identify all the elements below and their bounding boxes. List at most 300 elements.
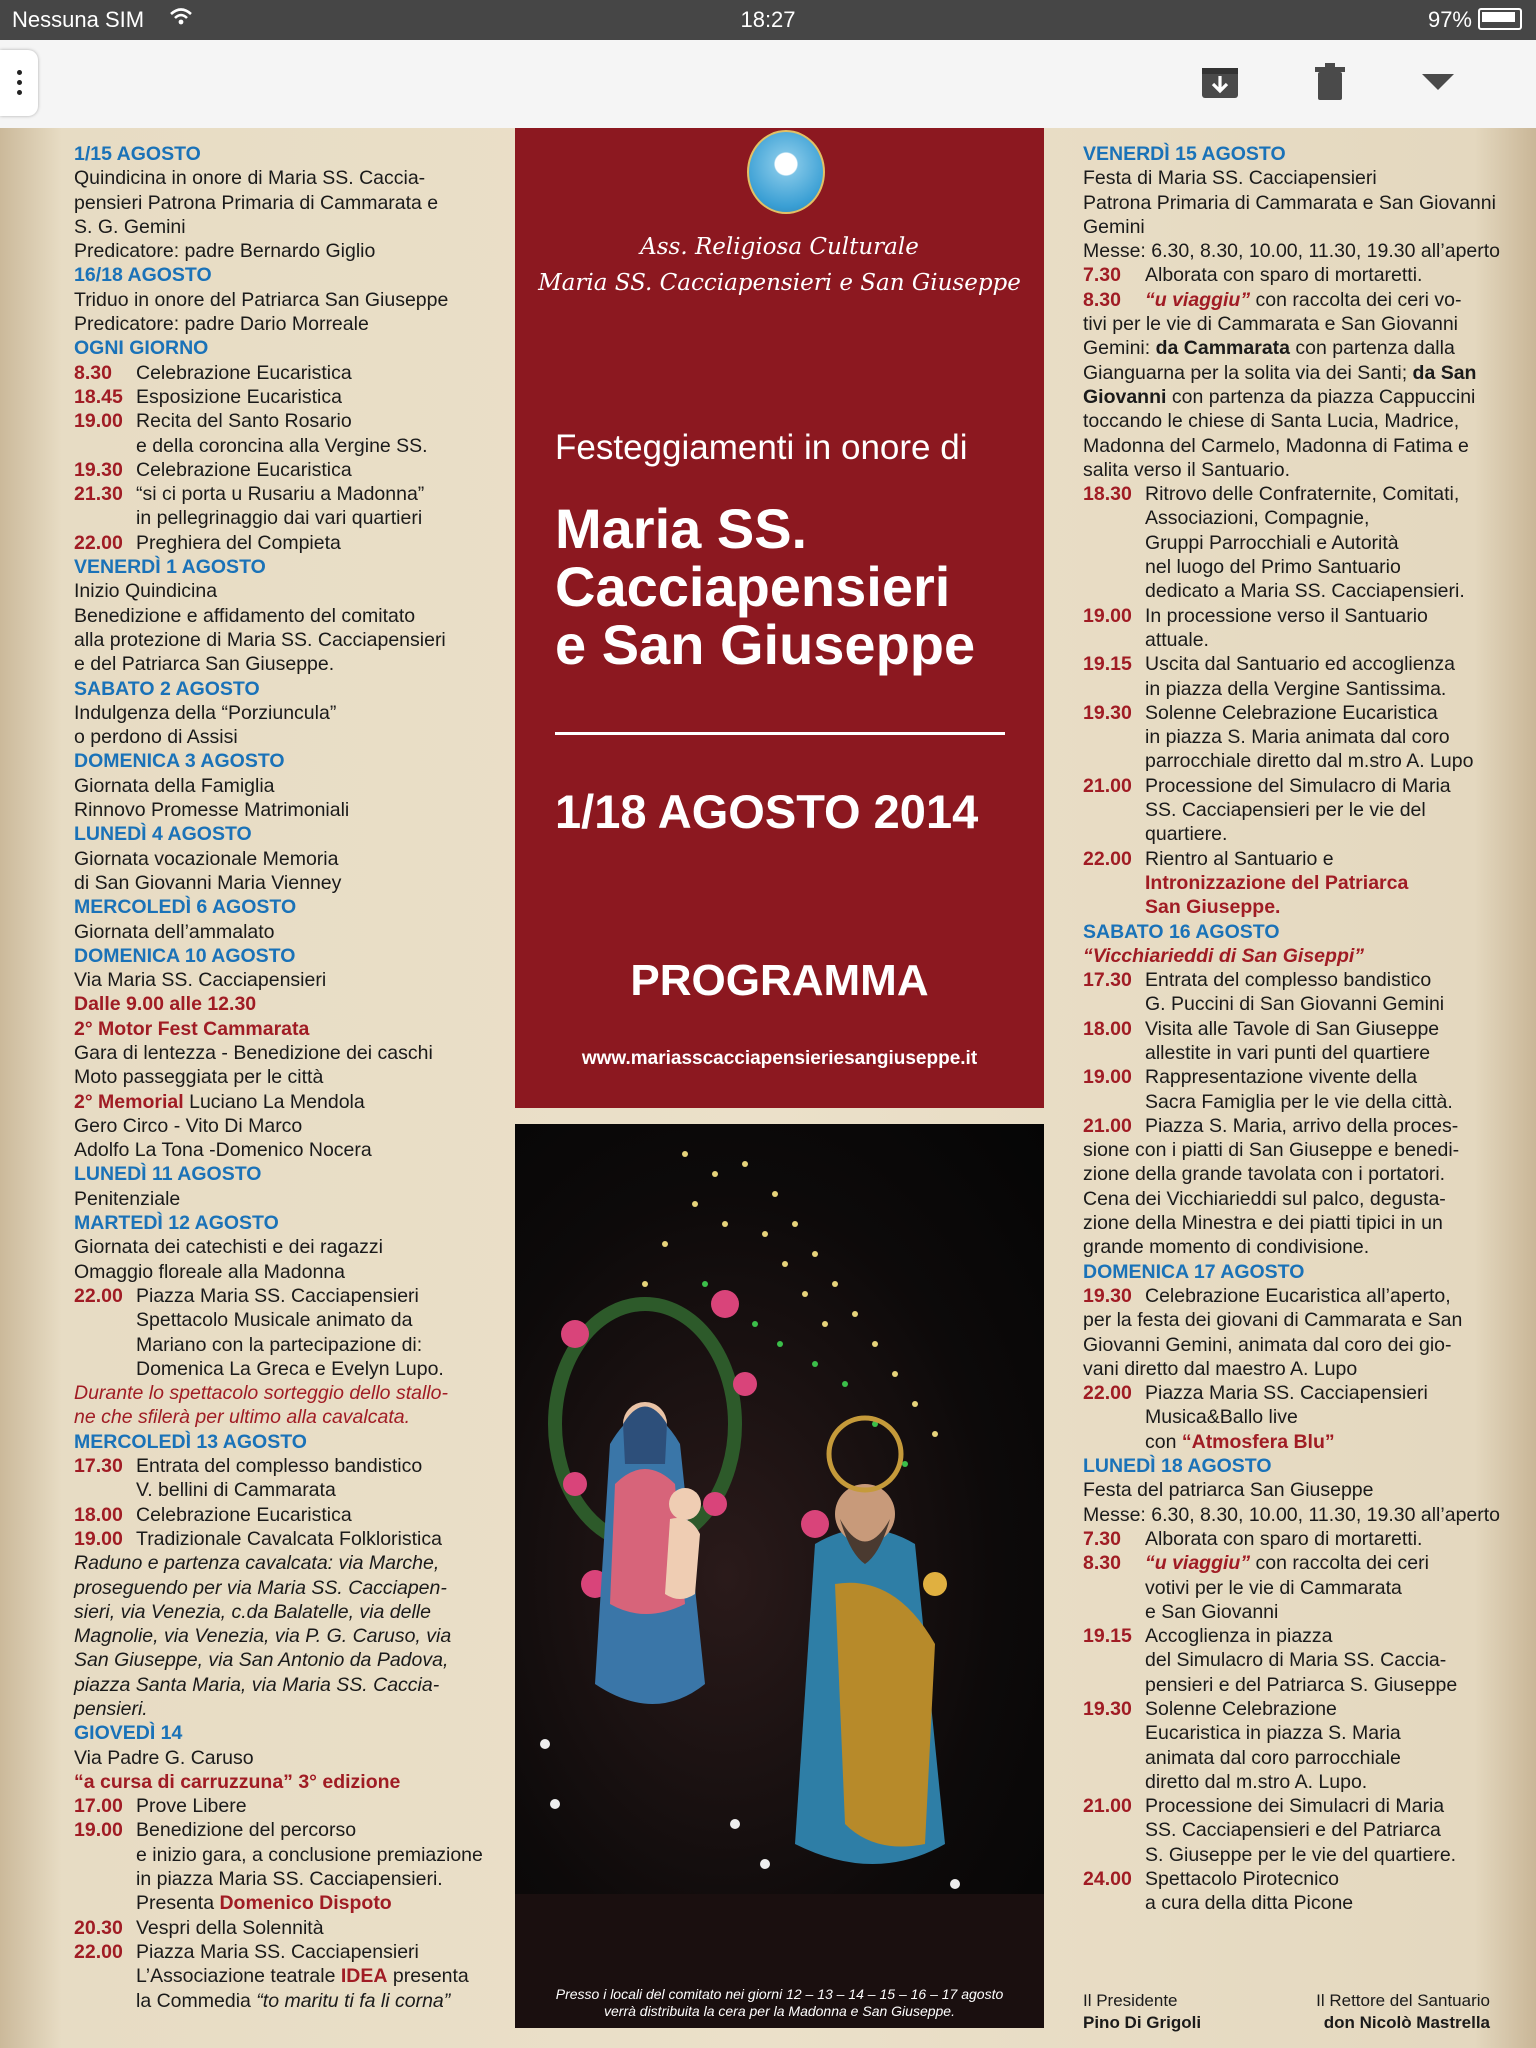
italic-line-content: Raduno e partenza cavalcata: via Marche,	[74, 1552, 440, 1575]
entry-text: Processione del Simulacro di Maria	[1145, 774, 1451, 797]
text-line	[1083, 191, 1496, 215]
continuation-text: in piazza Maria SS. Cacciapensieri.	[136, 1868, 443, 1891]
memorial-names: Luciano La Mendola	[189, 1090, 365, 1113]
day-heading-text: MERCOLEDÌ 13 AGOSTO	[74, 1430, 307, 1453]
continuation-text: e San Giovanni	[1145, 1600, 1279, 1623]
text-line	[74, 968, 484, 992]
day-heading	[74, 555, 484, 579]
day-heading	[74, 1430, 484, 1454]
entry-continuation	[1083, 1405, 1491, 1429]
text-line-content: zione della Minestra e dei piatti tipici in un	[1083, 1212, 1443, 1235]
continuation-text: SS. Cacciapensieri e del Patriarca	[1145, 1819, 1441, 1842]
continuation-text: allestite in vari punti del quartiere	[1145, 1041, 1431, 1064]
entry-text: Rappresentazione vivente della	[1145, 1066, 1418, 1089]
president-name: Pino Di Grigoli	[1083, 2013, 1202, 2032]
italic-line-content: pensieri.	[74, 1698, 148, 1720]
note-line-content: Durante lo spettacolo sorteggio dello stallo-	[74, 1382, 448, 1405]
text-line-content: Inizio Quindicina	[74, 580, 218, 603]
entry-time: 19.15	[1083, 1625, 1132, 1648]
text-line-content: toccando le chiese di Santa Lucia, Madrice,	[1083, 410, 1460, 433]
continuation-text: del Simulacro di Maria SS. Caccia-	[1145, 1649, 1447, 1672]
italic-line-content: proseguendo per via Maria SS. Cacciapen-	[74, 1576, 447, 1599]
text-line	[1083, 458, 1491, 482]
continuation-highlight: IDEA	[340, 1965, 388, 1988]
continuation-text: con	[1145, 1430, 1182, 1453]
text-line	[1083, 239, 1501, 263]
schedule-entry	[1083, 1114, 1491, 1138]
schedule-entry	[74, 409, 484, 433]
text-line-content: Gemini	[1083, 215, 1145, 238]
entry-time: 19.15	[1083, 653, 1132, 676]
day-heading-text: VENERDÌ 1 AGOSTO	[74, 556, 266, 579]
text-line	[1083, 336, 1491, 360]
carrier-label: Nessuna SIM	[12, 7, 145, 32]
entry-time: 17.30	[1083, 969, 1132, 992]
text-line-content: Indulgenza della “Porziuncula”	[74, 701, 337, 724]
text-line-content: tivi per le vie di Cammarata e San Giovanni	[1083, 313, 1459, 336]
text-line-content: e del Patriarca San Giuseppe.	[74, 653, 335, 676]
entry-continuation	[1083, 579, 1491, 603]
rector-signature	[1302, 1990, 1490, 2034]
entry-continuation	[1083, 992, 1491, 1016]
entry-time: 18.30	[1083, 483, 1132, 506]
festival-title	[555, 497, 976, 676]
text-line-content: Via Maria SS. Cacciapensieri	[74, 969, 327, 992]
continuation-text: animata dal coro parrocchiale	[1145, 1746, 1401, 1769]
entry-time: 22.00	[74, 1284, 123, 1307]
entry-time: 7.30	[1083, 1527, 1121, 1550]
schedule-entry	[1083, 1794, 1491, 1818]
day-heading	[74, 1721, 484, 1745]
entry-time: 19.30	[1083, 1698, 1132, 1720]
caption-line-2: verrà distribuita la cera per la Madonna e San Giuseppe.	[604, 2003, 955, 2019]
day-heading-text: 16/18 AGOSTO	[74, 264, 212, 287]
entry-text: Solenne Celebrazione	[1145, 1698, 1337, 1720]
text-line-content: zione della grande tavolata con i portatori.	[1083, 1163, 1446, 1186]
day-heading	[74, 1162, 484, 1186]
entry-time: 19.30	[74, 458, 123, 481]
entry-time: 19.00	[74, 1819, 123, 1842]
entry-continuation	[1083, 531, 1491, 555]
entry-text: Alborata con sparo di mortaretti.	[1145, 264, 1423, 287]
text-line-content: Benedizione e affidamento del comitato	[74, 604, 416, 627]
entry-continuation	[74, 506, 484, 530]
entry-time: 21.00	[1083, 1795, 1132, 1818]
text-line	[74, 604, 484, 628]
schedule-entry	[74, 1503, 484, 1527]
entry-continuation	[1083, 1041, 1491, 1065]
text-line	[1083, 1357, 1491, 1381]
text-line-content: Giornata dell’ammalato	[74, 920, 275, 943]
highlight-line	[74, 1017, 484, 1041]
status-bar	[0, 0, 1536, 40]
entry-continuation	[1083, 628, 1491, 652]
schedule-entry	[74, 1284, 484, 1308]
battery-percent: 97%	[1427, 7, 1472, 32]
day-heading-text: VENERDÌ 15 AGOSTO	[1083, 143, 1286, 165]
association-name-line2: Maria SS. Cacciapensieri e San Giuseppe	[538, 270, 1021, 296]
entry-continuation	[74, 1867, 484, 1891]
divider	[555, 732, 1005, 735]
entry-text: Esposizione Eucaristica	[136, 385, 342, 408]
schedule-entry	[74, 458, 484, 482]
italic-line	[74, 1600, 484, 1624]
entry-continuation	[74, 1891, 484, 1915]
entry-time: 19.00	[1083, 604, 1132, 627]
memorial-label: 2° Memorial	[74, 1090, 184, 1113]
schedule-entry	[1083, 1284, 1491, 1308]
italic-line	[74, 1551, 484, 1575]
entry-time: 8.30	[1083, 288, 1121, 311]
entry-continuation	[74, 1478, 484, 1502]
entry-time: 19.00	[74, 410, 123, 433]
schedule-entry	[1083, 288, 1491, 312]
entry-continuation	[74, 1308, 484, 1332]
festival-dates: 1/18 AGOSTO 2014	[555, 785, 979, 838]
entry-text: Processione dei Simulacri di Maria	[1145, 1795, 1445, 1818]
entry-continuation	[1083, 677, 1491, 701]
text-line-content: Festa di Maria SS. Cacciapensieri	[1083, 167, 1377, 190]
bold-part: da Cammarata	[1155, 337, 1291, 360]
day-heading-text: LUNEDÌ 4 AGOSTO	[74, 823, 252, 846]
text-line	[74, 725, 484, 749]
right-program-column	[1083, 142, 1501, 1916]
text-line	[74, 847, 484, 871]
day-heading-text: SABATO 16 AGOSTO	[1083, 920, 1280, 943]
entry-time: 19.00	[1083, 1066, 1132, 1089]
entry-text: Piazza S. Maria, arrivo della proces-	[1145, 1114, 1459, 1137]
text-line-content: salita verso il Santuario.	[1083, 458, 1291, 481]
italic-line	[74, 1648, 484, 1672]
entry-text: Celebrazione Eucaristica all’aperto,	[1145, 1284, 1451, 1307]
day-heading-text: LUNEDÌ 18 AGOSTO	[1083, 1455, 1272, 1478]
continuation-highlight: “Atmosfera Blu”	[1181, 1430, 1335, 1453]
text-line-content: sione con i piatti di San Giuseppe e benedi-	[1083, 1139, 1460, 1162]
viewer-toolbar	[0, 40, 1536, 129]
entry-continuation	[1083, 1430, 1491, 1454]
entry-text: Entrata del complesso bandistico	[1145, 969, 1432, 992]
entry-continuation	[1083, 725, 1491, 749]
text-line-content: Predicatore: padre Dario Morreale	[74, 313, 369, 336]
entry-continuation	[1083, 822, 1491, 846]
entry-text: Entrata del complesso bandistico	[136, 1455, 423, 1478]
continuation-text: SS. Cacciapensieri per le vie del	[1145, 799, 1426, 822]
continuation-text: V. bellini di Cammarata	[136, 1479, 336, 1502]
text-line-content: Giornata vocazionale Memoria	[74, 847, 339, 870]
entry-text: Vespri della Solennità	[136, 1916, 324, 1939]
entry-continuation	[1083, 1746, 1491, 1770]
text-line-content: Gero Circo - Vito Di Marco	[74, 1114, 303, 1137]
continuation-text: e inizio gara, a conclusione premiazione	[136, 1843, 483, 1866]
text-line	[74, 701, 484, 725]
text-line-content: Giovanni Gemini, animata dal coro dei gio-	[1083, 1333, 1452, 1356]
entry-text: Piazza Maria SS. Cacciapensieri	[136, 1940, 419, 1963]
entry-continuation	[1083, 798, 1491, 822]
entry-continuation	[1083, 895, 1491, 919]
continuation-text: e della coroncina alla Vergine SS.	[136, 434, 428, 457]
continuation-text: Mariano con la partecipazione di:	[136, 1333, 423, 1356]
schedule-entry	[74, 361, 484, 385]
continuation-text: la Commedia	[136, 1989, 257, 2012]
schedule-entry	[74, 1818, 484, 1842]
text-line	[74, 288, 484, 312]
clock: 18:27	[740, 7, 796, 32]
schedule-entry	[1083, 1065, 1491, 1089]
text-line	[1083, 385, 1491, 409]
entry-text: Accoglienza in piazza	[1145, 1625, 1333, 1648]
text-line	[74, 652, 484, 676]
caption-line-1: Presso i locali del comitato nei giorni 12 – 13 – 14 – 15 – 16 – 17 agosto	[555, 1986, 1004, 2002]
entry-time: 22.00	[1083, 1382, 1132, 1405]
entry-text: Tradizionale Cavalcata Folkloristica	[136, 1527, 442, 1550]
text-line	[74, 798, 484, 822]
day-heading-text: DOMENICA 3 AGOSTO	[74, 750, 285, 773]
schedule-entry	[74, 385, 484, 409]
entry-continuation	[1083, 555, 1491, 579]
note-line	[74, 1381, 484, 1405]
text-line-content: Triduo in onore del Patriarca San Giuseppe	[74, 288, 449, 311]
text-line	[74, 871, 484, 895]
italic-line	[74, 1624, 484, 1648]
note-line	[74, 1405, 484, 1429]
text-line	[1083, 1503, 1501, 1527]
text-line	[1083, 1138, 1491, 1162]
entry-text: Rientro al Santuario e	[1145, 847, 1334, 870]
rector-title: Il Rettore del Santuario	[1316, 1991, 1490, 2010]
italic-line-content: piazza Santa Maria, via Maria SS. Caccia-	[74, 1673, 440, 1696]
entry-continuation	[1083, 1576, 1491, 1600]
website-link[interactable]: www.mariasscacciapensieriesangiuseppe.it	[581, 1048, 978, 1069]
entry-continuation	[74, 1357, 484, 1381]
continuation-text: in piazza della Vergine Santissima.	[1145, 677, 1447, 700]
entry-time: 22.00	[74, 1940, 123, 1963]
entry-text: Uscita dal Santuario ed accoglienza	[1145, 653, 1456, 676]
entry-time: 17.30	[74, 1455, 123, 1478]
highlight-line-content: “a cursa di carruzzuna” 3° edizione	[74, 1770, 401, 1793]
day-heading	[1083, 920, 1491, 944]
day-heading	[74, 677, 484, 701]
day-heading-text: OGNI GIORNO	[74, 337, 209, 360]
text-line-content: Rinnovo Promesse Matrimoniali	[74, 799, 350, 822]
text-line-content: Omaggio floreale alla Madonna	[74, 1260, 346, 1283]
continuation-text: votivi per le vie di Cammarata	[1145, 1576, 1402, 1599]
entry-text: Solenne Celebrazione Eucaristica	[1145, 701, 1438, 724]
text-line	[74, 166, 484, 190]
entry-text: Visita alle Tavole di San Giuseppe	[1145, 1017, 1440, 1040]
text-line	[1083, 312, 1491, 336]
text-line-content: Penitenziale	[74, 1187, 181, 1210]
highlight-line	[74, 992, 484, 1016]
text-line	[74, 239, 484, 263]
entry-text: In processione verso il Santuario	[1145, 604, 1428, 627]
day-heading	[74, 1211, 484, 1235]
entry-time: 20.30	[74, 1916, 123, 1939]
bold-part: Giovanni	[1083, 385, 1167, 408]
programme-heading: PROGRAMMA	[630, 956, 929, 1005]
entry-time: 18.00	[1083, 1017, 1132, 1040]
text-line-content: Giornata dei catechisti e dei ragazzi	[74, 1236, 383, 1259]
entry-continuation	[1083, 1648, 1491, 1672]
entry-continuation	[1083, 1770, 1491, 1794]
text-line	[1083, 361, 1491, 385]
entry-text: Ritrovo delle Confraternite, Comitati,	[1145, 483, 1460, 506]
entry-continuation	[1083, 1600, 1491, 1624]
day-heading	[74, 142, 484, 166]
schedule-entry	[1083, 652, 1491, 676]
day-heading	[74, 895, 484, 919]
italic-line	[74, 1673, 484, 1697]
text-line-content: Quindicina in onore di Maria SS. Caccia-	[74, 167, 426, 190]
schedule-entry	[1083, 263, 1491, 287]
continuation-text: G. Puccini di San Giovanni Gemini	[1145, 993, 1445, 1016]
entry-continuation	[1083, 1843, 1491, 1867]
entry-text: Prove Libere	[136, 1795, 247, 1818]
entry-continuation	[74, 1989, 484, 2013]
note-line-content: ne che sfilerà per ultimo alla cavalcata.	[74, 1406, 411, 1429]
entry-time: 24.00	[1083, 1868, 1132, 1891]
continuation-text: Musica&Ballo live	[1145, 1406, 1298, 1429]
bold-part: da San	[1412, 361, 1477, 384]
entry-continuation	[74, 1333, 484, 1357]
continuation-text: quartiere.	[1145, 823, 1228, 846]
text-line-content: Patrona Primaria di Cammarata e San Giovanni	[1083, 191, 1496, 214]
text-line	[74, 1114, 484, 1138]
text-line-content: Messe: 6.30, 8.30, 10.00, 11.30, 19.30 all’aperto	[1083, 1503, 1501, 1526]
schedule-entry	[1083, 1017, 1491, 1041]
poster-document	[0, 128, 1536, 2048]
entry-text: Celebrazione Eucaristica	[136, 458, 352, 481]
text-line-content: Moto passeggiata per le città	[74, 1066, 324, 1089]
day-heading-text: MARTEDÌ 12 AGOSTO	[74, 1212, 279, 1235]
day-heading	[74, 749, 484, 773]
trash-icon[interactable]	[1310, 62, 1350, 107]
entry-continuation	[1083, 506, 1491, 530]
chevron-down-icon[interactable]	[1418, 70, 1458, 99]
entry-continuation	[1083, 1891, 1491, 1915]
text-line-content: pensieri Patrona Primaria di Cammarata e	[74, 191, 439, 214]
schedule-entry	[74, 1454, 484, 1478]
continuation-text: Associazioni, Compagnie,	[1145, 507, 1370, 530]
text-line	[74, 628, 484, 652]
title-line-2: Cacciapensieri	[555, 555, 951, 618]
italic-line	[74, 1576, 484, 1600]
schedule-entry	[1083, 482, 1491, 506]
entry-time: 22.00	[1083, 847, 1132, 870]
schedule-entry	[1083, 1527, 1491, 1551]
text-line-content: Festa del patriarca San Giuseppe	[1083, 1479, 1374, 1502]
schedule-entry	[74, 1940, 484, 1964]
entry-text: Celebrazione Eucaristica	[136, 1503, 352, 1526]
day-heading-text: GIOVEDÌ 14	[74, 1722, 183, 1745]
schedule-entry	[1083, 1624, 1491, 1648]
continuation-highlight: San Giuseppe.	[1145, 896, 1281, 919]
text-line-content: Predicatore: padre Bernardo Giglio	[74, 240, 376, 263]
italic-line-content: San Giuseppe, via San Antonio da Padova,	[74, 1649, 449, 1672]
entry-text: Celebrazione Eucaristica	[136, 361, 352, 384]
day-heading-text: DOMENICA 10 AGOSTO	[74, 944, 296, 967]
text-line-content: o perdono di Assisi	[74, 726, 238, 749]
entry-text: con raccolta dei ceri vo-	[1250, 288, 1462, 311]
text-line	[1083, 1308, 1491, 1332]
text-line	[74, 920, 484, 944]
entry-time: 19.30	[1083, 701, 1132, 724]
day-heading	[1083, 1260, 1491, 1284]
photo-caption	[515, 1986, 1044, 2020]
text-line	[74, 579, 484, 603]
text-line-content: grande momento di condivisione.	[1083, 1236, 1370, 1259]
text-line	[1083, 1211, 1491, 1235]
italic-line-content: Magnolie, via Venezia, via P. G. Caruso, via	[74, 1625, 452, 1648]
entry-time: 8.30	[1083, 1552, 1121, 1575]
day-heading	[74, 944, 484, 968]
statues-photo	[515, 1124, 1044, 2028]
entry-continuation	[1083, 1721, 1491, 1745]
day-heading-text: MERCOLEDÌ 6 AGOSTO	[74, 896, 297, 919]
text-line	[1083, 1235, 1491, 1259]
continuation-text: Sacra Famiglia per le vie della città.	[1145, 1090, 1453, 1113]
text-line-content: Cena dei Vicchiarieddi sul palco, degusta-	[1083, 1187, 1446, 1210]
continuation-highlight: Domenico Dispoto	[219, 1892, 392, 1915]
text-line-content: Via Padre G. Caruso	[74, 1746, 254, 1769]
schedule-entry	[1083, 1381, 1491, 1405]
rector-name: don Nicolò Mastrella	[1323, 2013, 1490, 2032]
text-line	[74, 1260, 484, 1284]
entry-text: Piazza Maria SS. Cacciapensieri	[136, 1284, 419, 1307]
day-heading	[1083, 142, 1491, 166]
text-line	[1083, 1478, 1491, 1502]
text-line-content: vani diretto dal maestro A. Lupo	[1083, 1357, 1358, 1380]
entry-time: 8.30	[74, 361, 112, 384]
entry-time: 19.30	[1083, 1284, 1132, 1307]
entry-text: Benedizione del percorso	[136, 1819, 357, 1842]
entry-text: Preghiera del Compieta	[136, 531, 341, 554]
day-heading-text: SABATO 2 AGOSTO	[74, 677, 260, 700]
continuation-text: Domenica La Greca e Evelyn Lupo.	[136, 1357, 444, 1380]
entry-text: Piazza Maria SS. Cacciapensieri	[1145, 1382, 1428, 1405]
schedule-entry	[74, 1916, 484, 1940]
association-logo	[747, 130, 825, 214]
day-heading-text: LUNEDÌ 11 AGOSTO	[74, 1163, 262, 1186]
day-heading-text: 1/15 AGOSTO	[74, 143, 201, 165]
schedule-entry	[74, 1527, 484, 1551]
entry-time: 18.00	[74, 1503, 123, 1526]
archive-icon[interactable]	[1200, 62, 1240, 107]
highlight-line	[74, 1770, 484, 1794]
entry-text: con raccolta dei ceri	[1250, 1552, 1429, 1575]
entry-continuation	[1083, 871, 1491, 895]
text-line	[1083, 1333, 1491, 1357]
continuation-text: presenta	[387, 1965, 469, 1988]
text-line	[74, 1090, 484, 1114]
day-heading	[74, 336, 484, 360]
text-line-content: di San Giovanni Maria Vienney	[74, 871, 342, 894]
entry-continuation	[1083, 749, 1491, 773]
italic-line	[74, 1697, 484, 1721]
text-line-content: Giornata della Famiglia	[74, 774, 275, 797]
schedule-entry	[74, 1794, 484, 1818]
continuation-text: Eucaristica in piazza S. Maria	[1145, 1722, 1401, 1745]
schedule-entry	[1083, 604, 1491, 628]
text-line-content: Madonna del Carmelo, Madonna di Fatima e	[1083, 434, 1469, 457]
text-line	[74, 1187, 484, 1211]
continuation-highlight: Intronizzazione del Patriarca	[1145, 871, 1409, 894]
text-line	[1083, 166, 1491, 190]
entry-time: 21.00	[1083, 774, 1132, 797]
text-line	[1083, 215, 1491, 239]
entry-text: “si ci porta u Rusariu a Madonna”	[136, 483, 425, 506]
more-menu-button[interactable]	[0, 50, 38, 116]
entry-highlight: “u viaggiu”	[1145, 288, 1251, 311]
